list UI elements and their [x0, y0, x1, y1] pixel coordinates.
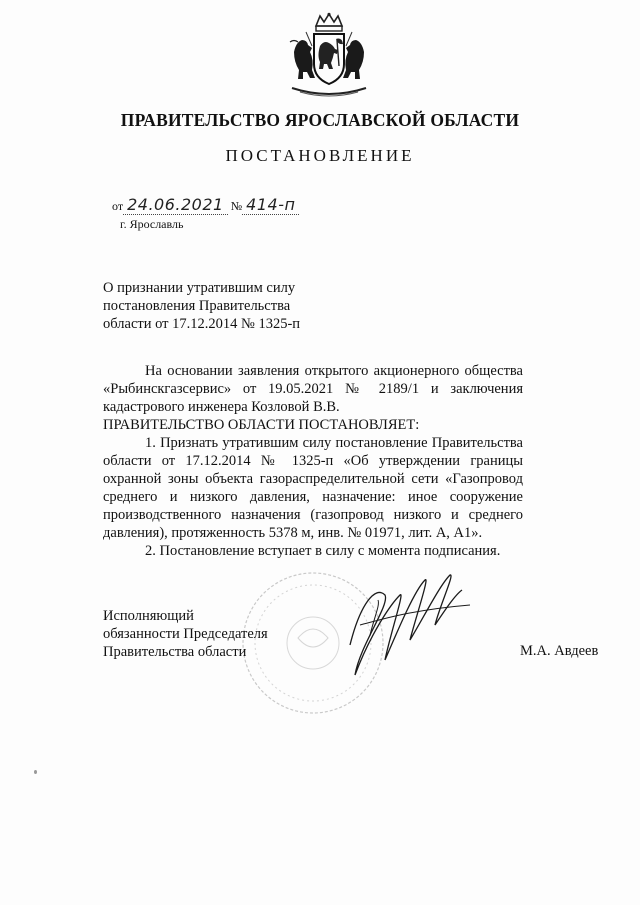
handwritten-signature	[330, 565, 480, 685]
document-date: 24.06.2021	[123, 195, 228, 215]
date-prefix: от	[112, 199, 124, 213]
document-body	[103, 362, 523, 560]
preamble-paragraph: На основании заявления открытого акционерного общества «Рыбинскгазсервис» от 19.05.2021 № 2189/1 и заключения кадастрового инженера Козловой В.В.	[103, 363, 523, 415]
document-subject	[103, 279, 343, 333]
number-prefix: №	[230, 199, 243, 213]
position-line: Правительства области	[103, 644, 247, 660]
city: г. Ярославль	[120, 217, 184, 231]
subject-line: постановления Правительства	[103, 298, 291, 314]
document-type: ПОСТАНОВЛЕНИЕ	[225, 146, 415, 165]
scan-speck	[34, 770, 37, 774]
document-number: 414-п	[242, 195, 299, 215]
organization-title: ПРАВИТЕЛЬСТВО ЯРОСЛАВСКОЙ ОБЛАСТИ	[120, 110, 520, 130]
item-2-paragraph: 2. Постановление вступает в силу с момента подписания.	[145, 543, 501, 559]
item-1-paragraph: 1. Признать утратившим силу постановление Правительства области от 17.12.2014 № 1325-п «Об утверждении границы охранной зоны объекта газораспределительной сети «Газопровод среднего и низкого давления, назначение: иное сооружение производственного назначения (газопровод низкого и среднего давления), протяженность 5378 м, инв. № 01971, лит. А, А1».	[103, 435, 523, 541]
decree-heading: ПРАВИТЕЛЬСТВО ОБЛАСТИ ПОСТАНОВЛЯЕТ:	[103, 417, 420, 433]
registration-line	[112, 195, 299, 215]
signatory-position	[103, 607, 303, 661]
subject-line: области от 17.12.2014 № 1325-п	[103, 316, 301, 332]
yaroslavl-coat-of-arms-icon	[286, 12, 372, 100]
subject-line: О признании утратившим силу	[103, 280, 296, 296]
position-line: Исполняющий	[103, 608, 194, 624]
signatory-name: М.А. Авдеев	[520, 643, 599, 659]
position-line: обязанности Председателя	[103, 626, 268, 642]
